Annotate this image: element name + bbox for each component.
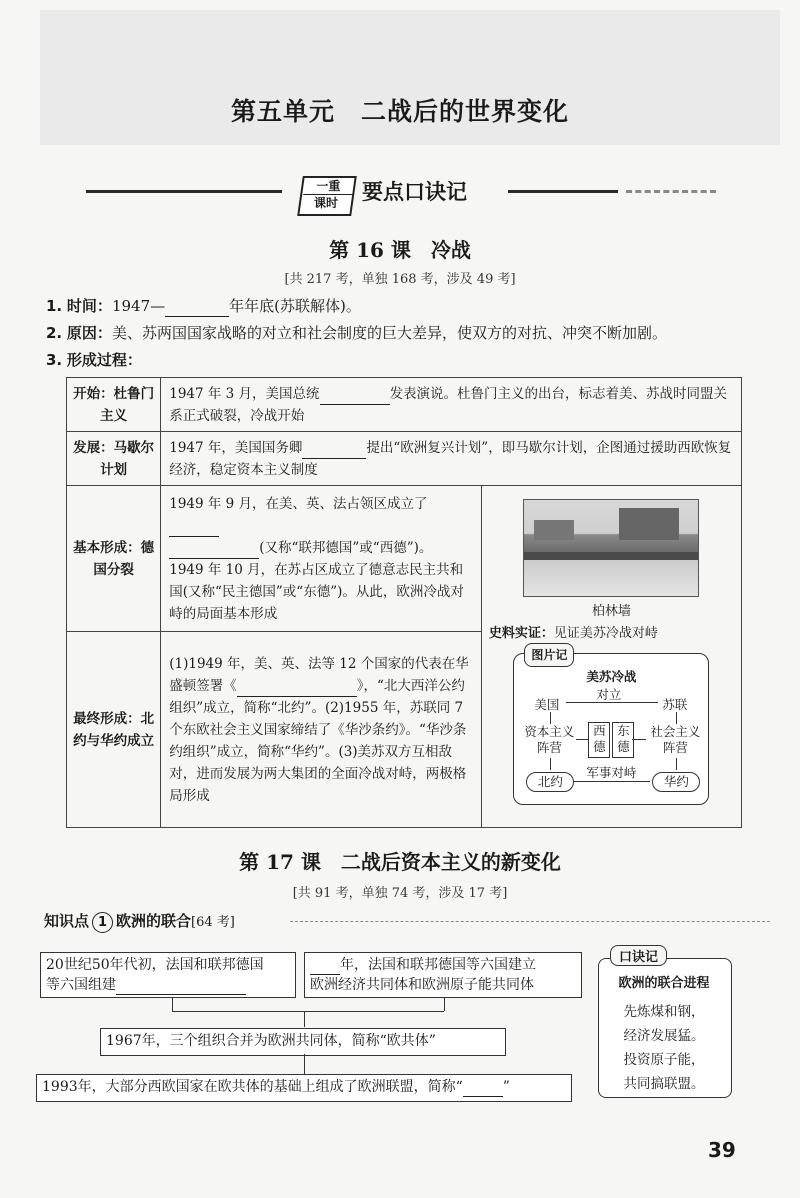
section-divider-right xyxy=(508,190,618,193)
flow-box-eec: 年，法国和联邦德国等六国建立 欧洲经济共同体和欧洲原子能共同体 xyxy=(304,952,582,998)
lesson16-title: 第 16 课 冷战 xyxy=(329,238,471,262)
photo-note: 史料实证：见证美苏冷战对峙 xyxy=(488,626,658,641)
answer-blank[interactable] xyxy=(237,680,357,697)
label-us: 美国 xyxy=(534,697,560,712)
item-time: 1. 时间：1947— 年年底(苏联解体)。 xyxy=(46,297,361,315)
section-divider-dash xyxy=(626,190,716,193)
item-cause: 2. 原因：美、苏两国国家战略的对立和社会制度的巨大差异，使双方的对抗、冲突不断加剧。 xyxy=(46,324,667,342)
answer-blank[interactable] xyxy=(310,958,340,975)
row-head: 基本形成：德国分裂 xyxy=(67,486,161,632)
answer-blank[interactable] xyxy=(169,520,219,537)
kp-divider xyxy=(290,921,770,922)
mnemonic-line: 投资原子能， xyxy=(623,1052,705,1068)
diagram-title: 美苏冷战 xyxy=(586,669,637,684)
table-row xyxy=(67,378,742,432)
oval-warsaw-pact: 华约 xyxy=(652,772,700,792)
answer-blank[interactable] xyxy=(320,388,390,405)
cold-war-diagram xyxy=(513,648,709,805)
section-divider-left xyxy=(86,190,282,193)
mnemonic-line: 共同搞联盟。 xyxy=(623,1076,705,1092)
answer-blank[interactable] xyxy=(169,542,259,559)
mnemonic-tag: 口诀记 xyxy=(610,945,667,966)
side-panel xyxy=(481,486,741,828)
mnemonic-line: 先炼煤和钢， xyxy=(623,1004,705,1020)
answer-blank[interactable] xyxy=(302,442,366,459)
label-military-standoff: 军事对峙 xyxy=(586,765,637,780)
answer-blank[interactable] xyxy=(116,978,246,995)
page-number: 39 xyxy=(708,1138,736,1162)
lesson17-title: 第 17 课 二战后资本主义的新变化 xyxy=(239,850,561,874)
row-head: 发展：马歇尔计划 xyxy=(67,432,161,486)
row-body: 1949 年 9 月，在美、英、法占领区成立了 (又称“联邦德国”或“西德”)。 1949 年 10 月，在苏占区成立了德意志民主共和国(又称“民主德国”或“东德”)。从此，欧洲冷战对峙的局面基本形成 xyxy=(161,486,482,632)
photo-caption: 柏林墙 xyxy=(591,604,631,619)
label-capitalist-camp: 资本主义阵营 xyxy=(524,724,575,755)
berlin-wall-photo xyxy=(523,499,699,597)
knowledge-point-heading: 知识点 1 欧洲的联合[64 考] xyxy=(44,910,235,933)
row-body: 1947 年 3 月，美国总统 发表演说。杜鲁门主义的出台，标志着美、苏战时同盟关系正式破裂，冷战开始 xyxy=(161,378,742,432)
mnemonic-title: 欧洲的联合进程 xyxy=(618,976,710,991)
item-formation: 3. 形成过程： xyxy=(46,351,142,369)
label-ussr: 苏联 xyxy=(662,697,688,712)
lesson17-stats: [共 91 考，单独 74 考，涉及 17 考] xyxy=(292,886,508,901)
row-body: (1)1949 年，美、英、法等 12 个国家的代表在华盛顿签署《 》，“北大西洋公约组织”成立，简称“北约”。(2)1955 年，苏联同 7 个东欧社会主义国家缔结了《华沙条约》。“华沙条约组织”成立，简称“华约”。(3)美苏双方互相敌对，进而发展为两大集团的全面冷战对峙，两极格局形成 xyxy=(161,632,482,828)
row-body: 1947 年，美国国务卿 提出“欧洲复兴计划”，即马歇尔计划，企图通过援助西欧恢复经济，稳定资本主义制度 xyxy=(161,432,742,486)
lesson16-stats: [共 217 考，单独 168 考，涉及 49 考] xyxy=(284,272,516,287)
label-opposition: 对立 xyxy=(596,687,622,702)
section-title: 要点口诀记 xyxy=(362,180,467,204)
table-row xyxy=(67,432,742,486)
lesson-badge: 一重 课时 xyxy=(297,176,357,216)
flow-box-ec: 1967年，三个组织合并为欧洲共同体，简称“欧共体” xyxy=(100,1028,506,1056)
answer-blank[interactable] xyxy=(165,300,229,317)
answer-blank[interactable] xyxy=(463,1080,503,1097)
table-row xyxy=(67,486,742,632)
box-west-germany: 西德 xyxy=(588,722,610,758)
flow-box-ecsc: 20世纪50年代初，法国和联邦德国 等六国组建 xyxy=(40,952,296,998)
diagram-tag: 图片记 xyxy=(524,643,574,667)
row-head: 最终形成：北约与华约成立 xyxy=(67,632,161,828)
opposition-arrow xyxy=(566,702,658,703)
flow-box-eu: 1993年，大部分西欧国家在欧共体的基础上组成了欧洲联盟，简称“ ” xyxy=(36,1074,572,1102)
oval-nato: 北约 xyxy=(526,772,574,792)
mnemonic-line: 经济发展猛。 xyxy=(623,1028,705,1044)
kp-number: 1 xyxy=(92,912,113,933)
row-head: 开始：杜鲁门主义 xyxy=(67,378,161,432)
formation-table xyxy=(66,377,742,828)
label-socialist-camp: 社会主义阵营 xyxy=(650,724,701,755)
box-east-germany: 东德 xyxy=(612,722,634,758)
unit-title: 第五单元 二战后的世界变化 xyxy=(230,97,569,126)
